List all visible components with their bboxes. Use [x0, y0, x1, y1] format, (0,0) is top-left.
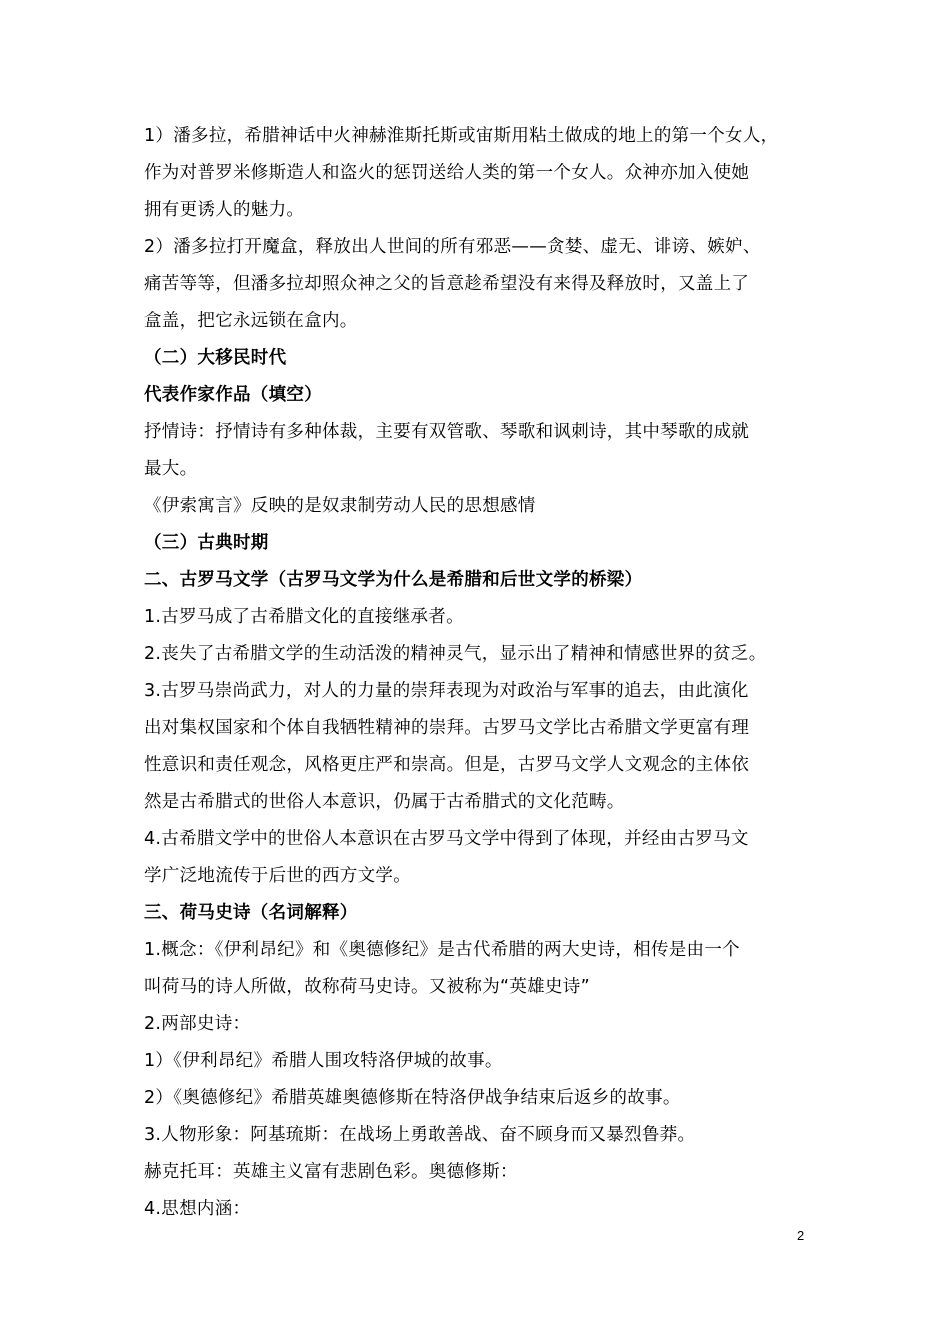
text-line: 4.思想内涵：	[144, 1199, 251, 1219]
text-line: 叫荷马的诗人所做，故称荷马史诗。又被称为“英雄史诗”	[144, 977, 590, 997]
text-line: 2）潘多拉打开魔盒，释放出人世间的所有邪恶——贪婪、虚无、诽谤、嫉妒、	[144, 237, 761, 257]
text-line: 抒情诗：抒情诗有多种体裁，主要有双管歌、琴歌和讽刺诗，其中琴歌的成就	[144, 422, 750, 442]
text-line: 1.古罗马成了古希腊文化的直接继承者。	[144, 607, 464, 627]
section-heading: 三、荷马史诗（名词解释）	[144, 903, 358, 923]
text-line: 3.人物形象：阿基琉斯：在战场上勇敢善战、奋不顾身而又暴烈鲁莽。	[144, 1125, 696, 1145]
text-line: 痛苦等等，但潘多拉却照众神之父的旨意趁希望没有来得及释放时，又盖上了	[144, 274, 750, 294]
section-heading: （二）大移民时代	[144, 348, 287, 368]
text-line: 3.古罗马崇尚武力，对人的力量的崇拜表现为对政治与军事的追去，由此演化	[144, 681, 749, 701]
text-line: 最大。	[144, 459, 198, 479]
section-heading: 代表作家作品（填空）	[144, 385, 322, 405]
text-line: 2）《奥德修纪》希腊英雄奥德修斯在特洛伊战争结束后返乡的故事。	[144, 1088, 681, 1108]
document-body	[144, 118, 804, 1228]
section-heading: （三）古典时期	[144, 533, 269, 553]
text-line: 然是古希腊式的世俗人本意识，仍属于古希腊式的文化范畴。	[144, 792, 625, 812]
text-line: 4.古希腊文学中的世俗人本意识在古罗马文学中得到了体现，并经由古罗马文	[144, 829, 749, 849]
text-line: 1.概念：《伊利昂纪》和《奥德修纪》是古代希腊的两大史诗，相传是由一个	[144, 940, 740, 960]
text-line: 学广泛地流传于后世的西方文学。	[144, 866, 411, 886]
text-line: 作为对普罗米修斯造人和盗火的惩罚送给人类的第一个女人。众神亦加入使她	[144, 163, 750, 183]
text-line: 拥有更诱人的魅力。	[144, 200, 305, 220]
text-line: 出对集权国家和个体自我牺牲精神的崇拜。古罗马文学比古希腊文学更富有理	[144, 718, 750, 738]
text-line: 1）潘多拉，希腊神话中火神赫淮斯托斯或宙斯用粘土做成的地上的第一个女人，	[144, 126, 779, 146]
text-line: 性意识和责任观念，风格更庄严和崇高。但是，古罗马文学人文观念的主体依	[144, 755, 750, 775]
section-heading: 二、古罗马文学（古罗马文学为什么是希腊和后世文学的桥梁）	[144, 570, 643, 590]
text-line: 赫克托耳：英雄主义富有悲剧色彩。奥德修斯：	[144, 1162, 518, 1182]
text-line: 2.两部史诗：	[144, 1014, 251, 1034]
text-line: 盒盖，把它永远锁在盒内。	[144, 311, 358, 331]
text-line: 1）《伊利昂纪》希腊人围攻特洛伊城的故事。	[144, 1051, 503, 1071]
text-line: 《伊索寓言》反映的是奴隶制劳动人民的思想感情	[144, 496, 536, 516]
page-number: 2	[797, 1228, 805, 1243]
text-line: 2.丧失了古希腊文学的生动活泼的精神灵气，显示出了精神和情感世界的贫乏。	[144, 644, 767, 664]
